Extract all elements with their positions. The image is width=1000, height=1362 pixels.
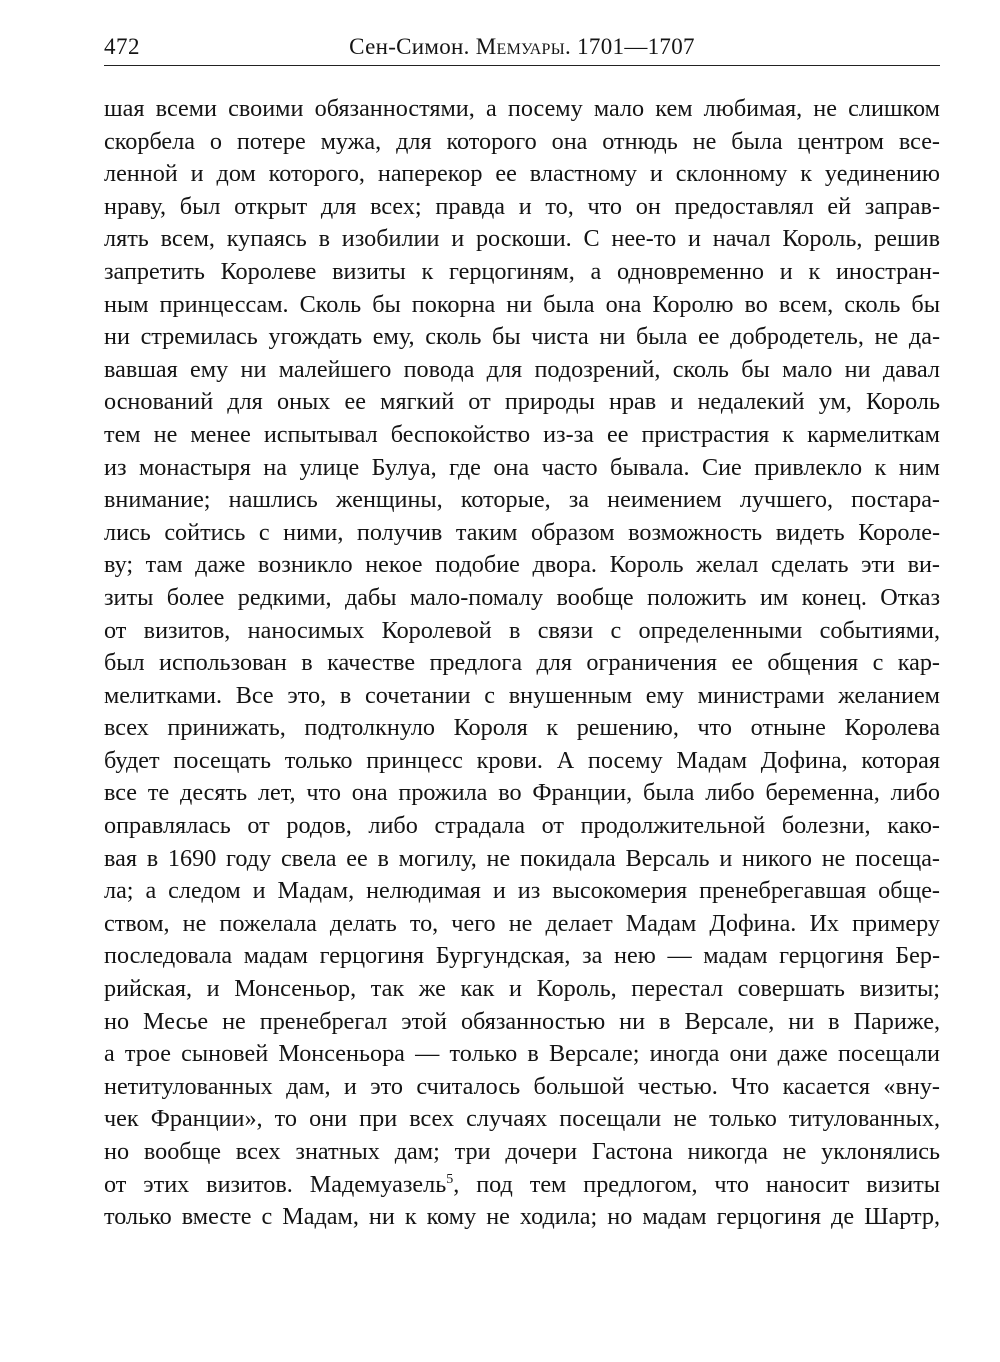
running-title bbox=[104, 34, 940, 60]
text-line: ву; там даже возникло некое подобие двора. Король желал сделать эти ви- bbox=[104, 551, 940, 579]
text-line: всех принижать, подтолкнуло Короля к решению, что отныне Королева bbox=[104, 714, 940, 742]
text-line: тем не менее испытывал беспокойство из-за ее пристрастия к кармелиткам bbox=[104, 420, 940, 448]
text-line: лись сойтись с ними, получив таким образом возможность видеть Короле- bbox=[104, 518, 940, 546]
text-line: последовала мадам герцогиня Бургундская, за нею — мадам герцогиня Бер- bbox=[104, 942, 940, 970]
text-line: ным принцессам. Сколь бы покорна ни была она Королю во всем, сколь бы bbox=[104, 290, 940, 318]
text-line: ла; а следом и Мадам, нелюдимая и из высокомерия пренебрегавшая обще- bbox=[104, 877, 940, 905]
text-after-footnote: , под тем предлогом, что наносит визиты bbox=[453, 1170, 940, 1198]
text-line: будет посещать только принцесс крови. А посему Мадам Дофина, которая bbox=[104, 746, 940, 774]
text-line: от визитов, наносимых Королевой в связи с определенными событиями, bbox=[104, 616, 940, 644]
text-line: но Месье не пренебрегал этой обязанностью ни в Версале, ни в Париже, bbox=[104, 1007, 940, 1035]
text-line: внимание; нашлись женщины, которые, за неимением лучшего, постара- bbox=[104, 486, 940, 514]
text-before-footnote: от этих визитов. Мадемуазель bbox=[104, 1170, 447, 1198]
text-line: оправлялась от родов, либо страдала от продолжительной болезни, како- bbox=[104, 812, 940, 840]
body-text bbox=[104, 93, 940, 1234]
text-line: рийская, и Монсеньор, так же как и Король, перестал совершать визиты; bbox=[104, 975, 940, 1003]
text-line: чек Франции», то они при всех случаях посещали не только титулованных, bbox=[104, 1105, 940, 1133]
text-line: нетитулованных дам, и это считалось большой честью. Что касается «вну- bbox=[104, 1072, 940, 1100]
page-number: 472 bbox=[104, 34, 140, 59]
text-line: только вместе с Мадам, ни к кому не ходила; но мадам герцогиня де Шартр, bbox=[104, 1203, 940, 1231]
text-line: ни стремилась угождать ему, сколь бы чиста ни была ее добродетель, не да- bbox=[104, 323, 940, 351]
text-line: скорбела о потере мужа, для которого она отнюдь не была центром все- bbox=[104, 127, 940, 155]
text-line: мелитками. Все это, в сочетании с внушенным ему министрами желанием bbox=[104, 681, 940, 709]
text-line-with-footnote bbox=[104, 1169, 940, 1202]
text-line: зиты более редкими, дабы мало-помалу вообще положить им конец. Отказ bbox=[104, 583, 940, 611]
running-title-author: Сен-Симон. bbox=[349, 34, 470, 59]
running-title-years: 1701—1707 bbox=[577, 34, 695, 59]
running-title-work: Мемуары. bbox=[475, 34, 572, 59]
text-line: оснований для оных ее мягкий от природы нрав и недалекий ум, Король bbox=[104, 388, 940, 416]
text-line: лять всем, купаясь в изобилии и роскоши. С нее-то и начал Король, решив bbox=[104, 225, 940, 253]
text-line: нраву, был открыт для всех; правда и то, что он предоставлял ей заправ- bbox=[104, 192, 940, 220]
header-rule bbox=[104, 65, 940, 66]
text-line: ством, не пожелала делать то, чего не делает Мадам Дофина. Их примеру bbox=[104, 909, 940, 937]
running-header bbox=[104, 30, 940, 64]
text-line: вавшая ему ни малейшего повода для подозрений, сколь бы мало ни давал bbox=[104, 355, 940, 383]
text-line: а трое сыновей Монсеньора — только в Версале; иногда они даже посещали bbox=[104, 1040, 940, 1068]
text-line: из монастыря на улице Булуа, где она часто бывала. Сие привлекло к ним bbox=[104, 453, 940, 481]
footnote-mark[interactable]: 5 bbox=[446, 1171, 454, 1187]
text-line: но вообще всех знатных дам; три дочери Гастона никогда не уклонялись bbox=[104, 1138, 940, 1165]
text-line: вая в 1690 году свела ее в могилу, не покидала Версаль и никого не посеща- bbox=[104, 844, 940, 872]
text-line: шая всеми своими обязанностями, а посему мало кем любимая, не слишком bbox=[104, 95, 940, 122]
text-line: все те десять лет, что она прожила во Франции, была либо беременна, либо bbox=[104, 779, 940, 807]
text-line: ленной и дом которого, наперекор ее властному и склонному к уединению bbox=[104, 160, 940, 188]
text-line: запретить Королеве визиты к герцогиням, а одновременно и к иностран- bbox=[104, 257, 940, 285]
text-line: был использован в качестве предлога для ограничения ее общения с кар- bbox=[104, 649, 940, 677]
